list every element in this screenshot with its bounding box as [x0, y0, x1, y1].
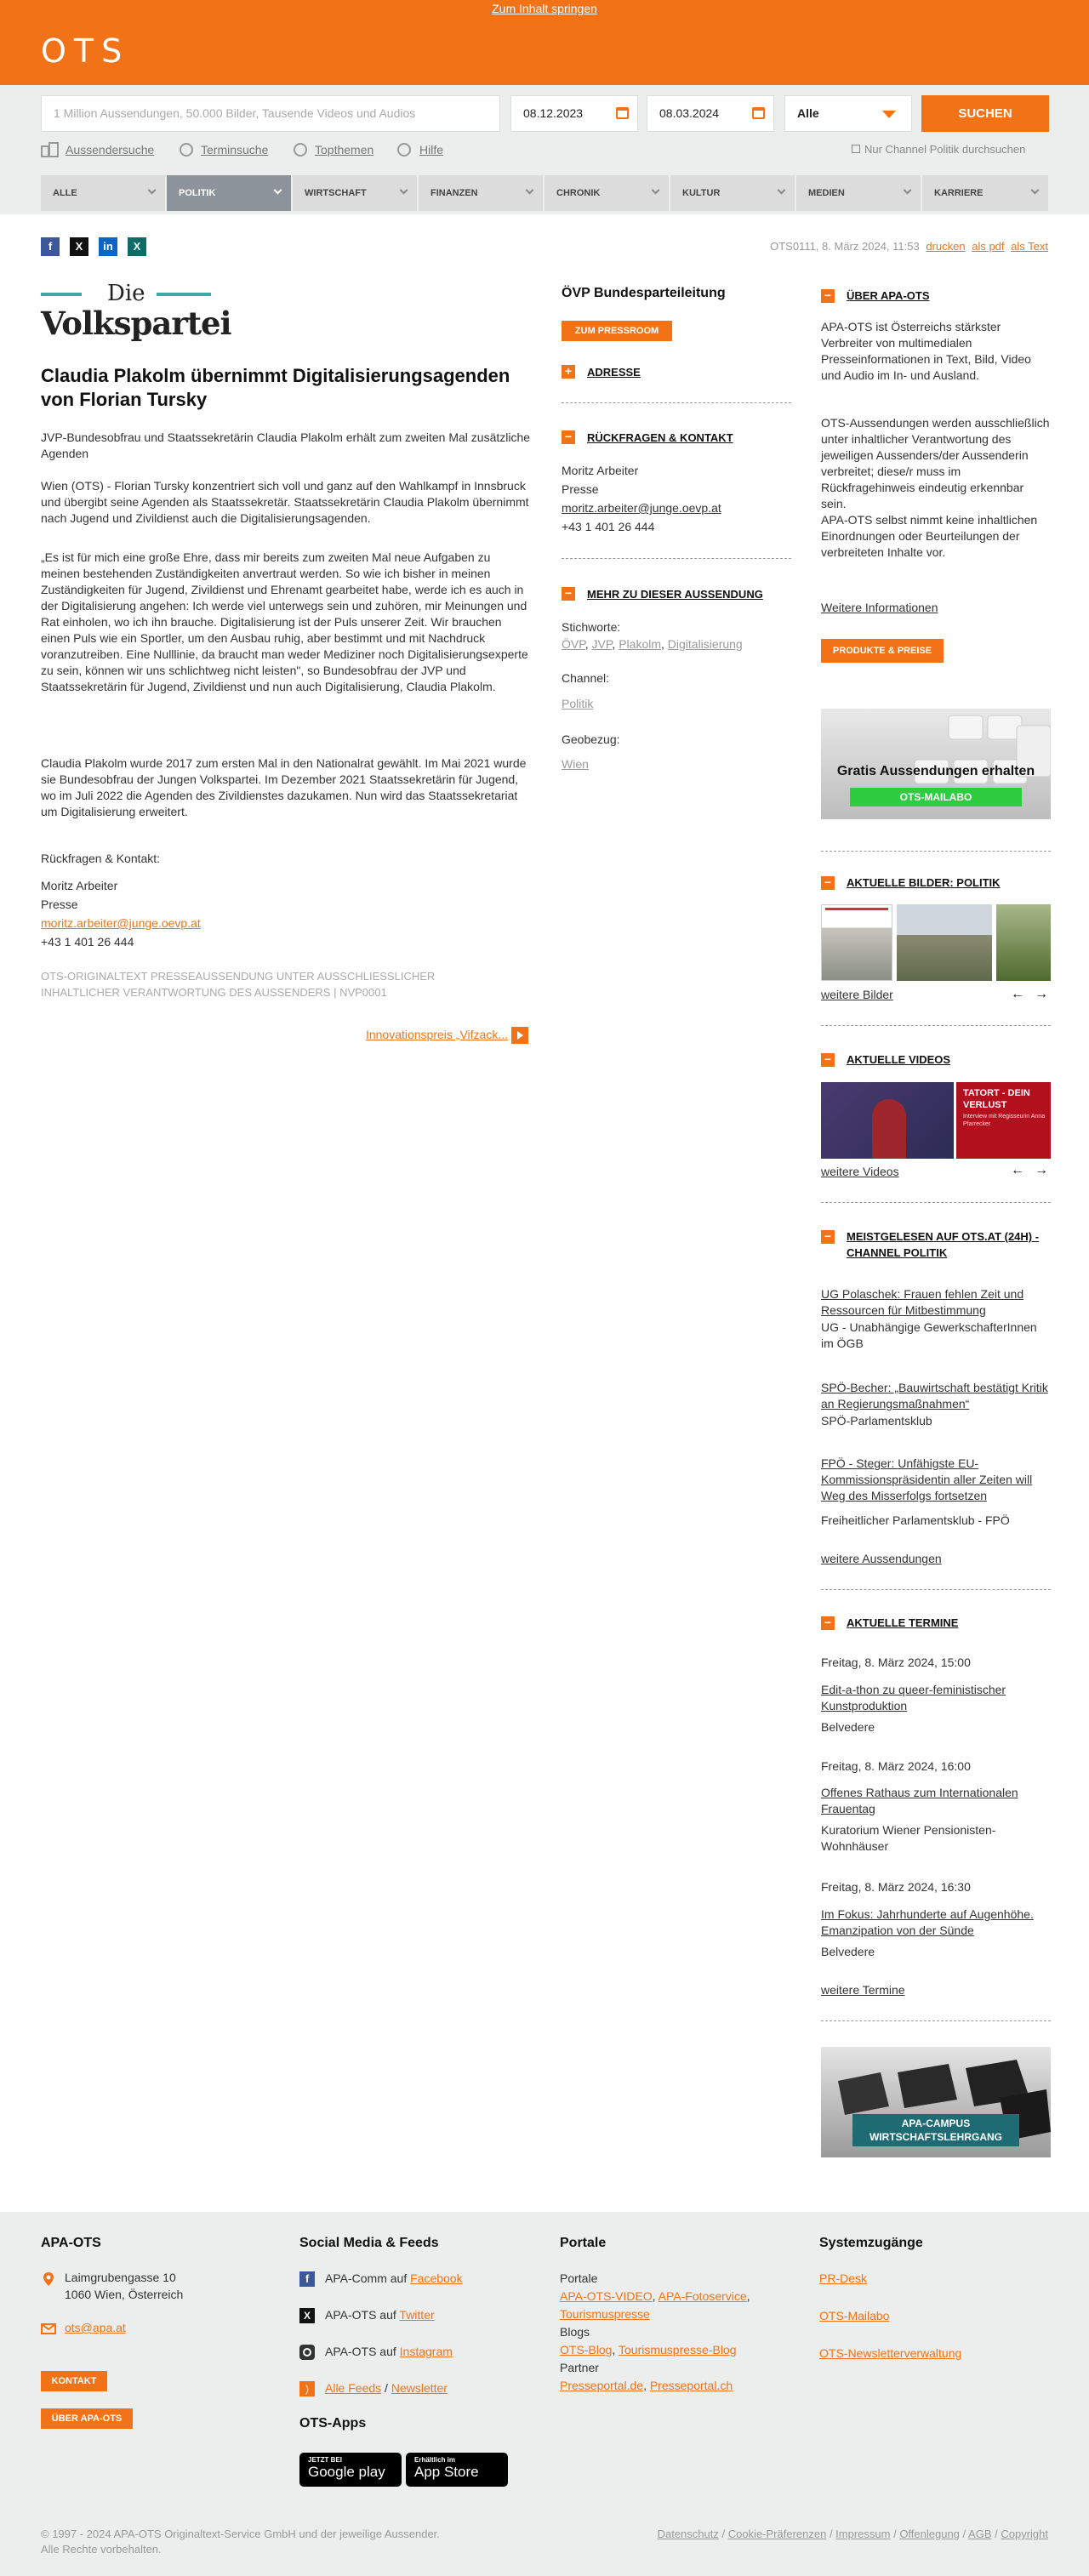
partner-link[interactable]: Presseportal.de [560, 2379, 644, 2392]
more-info-link[interactable]: Weitere Informationen [821, 601, 938, 614]
nav-label: MEDIEN [808, 188, 845, 198]
nav-item-medien[interactable] [796, 175, 921, 211]
nav-label: KULTUR [682, 188, 721, 198]
chevron-down-icon [904, 186, 912, 195]
about-text: APA-OTS ist Österreichs stärkster Verbreiter von multimedialen Presseinformationen in Text, Bild, Video und Audio im In- und Ausland. [821, 320, 1031, 382]
event-date: Freitag, 8. März 2024, 16:00 [821, 1759, 971, 1773]
footer-feeds-item: Alle Feeds / Newsletter [325, 2381, 448, 2395]
person-figure [872, 1099, 906, 1159]
event-place: Belvedere [821, 1945, 875, 1958]
location-pin-icon [41, 2271, 56, 2287]
footer-col-title: Systemzugänge [819, 2236, 923, 2250]
event-search-link[interactable]: Terminsuche [201, 143, 269, 157]
social-prefix: APA-OTS auf [325, 2345, 396, 2358]
compass-icon [294, 143, 307, 157]
event-date: Freitag, 8. März 2024, 16:30 [821, 1880, 971, 1894]
category-value: Alle [797, 106, 819, 120]
article-lead: JVP-Bundesobfrau und Staatssekretärin Claudia Plakolm erhält zum zweiten Mal zusätzliche Agenden [41, 430, 531, 460]
article-title: Claudia Plakolm übernimmt Digitalisierungsagenden von Florian Tursky [41, 365, 510, 410]
footer-col-title: Social Media & Feeds [299, 2236, 439, 2250]
keyword-link[interactable]: ÖVP [562, 637, 585, 651]
partner-link[interactable]: Presseportal.ch [649, 2379, 733, 2392]
event-link[interactable]: Offenes Rathaus zum Internationalen Frauentag [821, 1786, 1018, 1815]
legal-link[interactable]: Impressum [835, 2528, 891, 2540]
video-overlay-subtitle: Interview mit Regisseurin Anna Pfarrecker [963, 1114, 1046, 1127]
nav-item-alle[interactable] [41, 175, 165, 211]
blog-link[interactable]: Tourismuspresse-Blog [619, 2343, 737, 2357]
channel-only-checkbox[interactable] [852, 145, 860, 153]
most-read-link[interactable]: SPÖ-Becher: „Bauwirtschaft bestätigt Kritik an Regierungsmaßnahmen“ [821, 1381, 1048, 1411]
calendar-icon[interactable] [752, 107, 765, 119]
divider [562, 558, 791, 559]
chevron-down-icon [526, 186, 534, 195]
nav-label: KARRIERE [934, 188, 984, 198]
collapse-icon[interactable]: − [821, 1616, 835, 1630]
portale-links [560, 2306, 650, 2322]
keywords-list: ÖVP, JVP, Plakolm, Digitalisierung [562, 637, 743, 651]
mailabo-button[interactable]: OTS-MAILABO [850, 788, 1022, 806]
keyword-link[interactable]: Plakolm [619, 637, 661, 651]
contact-button[interactable]: KONTAKT [41, 2371, 107, 2391]
nav-label: POLITIK [179, 188, 216, 198]
contact-role: Presse [41, 898, 78, 911]
badge-text: Google play [308, 2464, 385, 2480]
video-overlay-title: TATORT - DEIN VERLUST [963, 1088, 1030, 1110]
prev-arrow-icon[interactable]: ← [1011, 987, 1024, 1001]
portale-label: Portale [560, 2271, 598, 2285]
x-share-icon[interactable]: X [70, 237, 88, 256]
facebook-share-icon[interactable]: f [41, 237, 60, 256]
legal-link[interactable]: Offenlegung [899, 2528, 960, 2540]
badge-small-text: JETZT BEI [308, 2456, 343, 2464]
social-prefix: APA-OTS auf [325, 2308, 396, 2322]
address-section-toggle[interactable]: ADRESSE [587, 366, 641, 379]
search-input[interactable]: 1 Million Aussendungen, 50.000 Bilder, Tausende Videos und Audios [41, 95, 500, 132]
divider [821, 1589, 1051, 1590]
calendar-icon[interactable] [616, 107, 629, 119]
instagram-link[interactable]: Instagram [399, 2345, 453, 2358]
geo-link[interactable]: Wien [562, 757, 589, 771]
divider [821, 851, 1051, 852]
footer-email-link[interactable]: ots@apa.at [65, 2321, 126, 2334]
collapse-icon[interactable]: − [562, 430, 575, 444]
rss-icon: ) [299, 2381, 315, 2396]
blogs-links: OTS-Blog, Tourismuspresse-Blog [560, 2343, 737, 2357]
next-arrow-icon[interactable]: → [1035, 1163, 1048, 1177]
channel-label: Channel: [562, 671, 610, 685]
system-link[interactable]: OTS-Newsletterverwaltung [819, 2346, 962, 2360]
help-link[interactable]: Hilfe [419, 143, 444, 157]
ots-originaltext-note: OTS-ORIGINALTEXT PRESSEAUSSENDUNG UNTER AUSSCHLIESSLICHER INHALTLICHER VERANTWORTUNG DES AUSSENDERS | NVP0001 [41, 970, 436, 999]
keyword-link[interactable]: Digitalisierung [667, 637, 743, 651]
event-place: Kuratorium Wiener Pensionisten-Wohnhäuser [821, 1823, 996, 1853]
footer-col-title: Portale [560, 2236, 607, 2250]
ots-logo[interactable]: OTS [41, 32, 130, 70]
chevron-down-icon [652, 186, 660, 195]
legal-link[interactable]: Datenschutz [657, 2528, 719, 2540]
contact-email-link[interactable]: moritz.arbeiter@junge.oevp.at [41, 916, 201, 930]
facebook-icon: f [299, 2271, 315, 2287]
logo-rule-left [41, 293, 82, 296]
article-paragraph: „Es ist für mich eine große Ehre, dass mir bereits zum zweiten Mal neue Aufgaben zu meinen bestehenden Zuständigkeiten anvertraut werden. So wie ich bisher in meinen Zuständigkeiten für Jugend, Zivildienst und Ehrenamt gearbeitet habe, werde ich es auch in der Digitalisierung angehen: Ich werde viel unterwegs sein und zuhören, mir Meinungen und Rat einholen, wo ich ihn brauche. Digitalisierung ist der Puls unserer Zeit. Wir brauchen einen Puls wie ein Sportler, um den Ausbau ruhig, aber bestimmt und mit Nachdruck voranzutreiben. Eine Nulllinie, da braucht man weder Mediziner noch Digitalisierungsexperte zu sein, können wir uns schlichtweg nicht leisten", so Bundesobfrau der JVP und Staatssekretärin für Jugend, Zivildienst und nun auch Digitalisierung, Claudia Plakolm. [41, 550, 528, 693]
most-read-sender: SPÖ-Parlamentsklub [821, 1414, 932, 1428]
clock-icon [180, 143, 193, 157]
blogs-label: Blogs [560, 2325, 590, 2339]
videos-section-toggle[interactable]: AKTUELLE VIDEOS [847, 1053, 951, 1066]
instagram-icon [299, 2345, 315, 2360]
contact-email-link[interactable]: moritz.arbeiter@junge.oevp.at [562, 501, 721, 515]
footer-social-item [325, 2271, 463, 2287]
image-thumbnail[interactable] [897, 904, 992, 981]
video-thumbnail[interactable] [956, 1082, 1051, 1159]
geo-label: Geobezug: [562, 732, 620, 746]
about-section-toggle[interactable]: ÜBER APA-OTS [847, 289, 930, 302]
system-link[interactable]: PR-Desk [819, 2271, 868, 2285]
top-bar [0, 0, 1089, 85]
contact-label: Rückfragen & Kontakt: [41, 852, 161, 865]
collapse-icon[interactable]: − [821, 289, 835, 303]
top-topics-link[interactable]: Topthemen [315, 143, 374, 157]
contact-name: Moritz Arbeiter [41, 879, 118, 892]
campus-banner[interactable] [821, 2047, 1051, 2157]
events-section-toggle[interactable]: AKTUELLE TERMINE [847, 1616, 959, 1629]
article-paragraph: Wien (OTS) - Florian Tursky konzentriert sich voll und ganz auf den Wahlkampf in Innsbruck und übergibt seine Agenden als Staatssekretär. Staatssekretärin Claudia Plakolm übernimmt nach Jugend und Zivildienst auch die Digitalisierungsagenden. [41, 479, 529, 525]
portal-link[interactable]: Tourismuspresse [560, 2307, 650, 2321]
chevron-down-icon [148, 186, 157, 195]
channel-nav [41, 175, 1048, 211]
blog-link[interactable]: OTS-Blog [560, 2343, 613, 2357]
article-paragraph: Claudia Plakolm wurde 2017 zum ersten Mal in den Nationalrat gewählt. Im Mai 2021 wurde sie Bundesobfrau der Jungen Volkspartei. Im Dezember 2021 Staatssekretärin für Jugend, wo im Juli 2022 die Agenden des Zivildienstes dazukamen. Nun wird das Staatssekretariat um Digitalisierung erweitert. [41, 756, 527, 818]
app-store-badge[interactable] [406, 2453, 508, 2487]
nav-label: FINANZEN [430, 188, 478, 198]
most-read-sender: Freiheitlicher Parlamentsklub - FPÖ [821, 1513, 1010, 1527]
badge-small-text: Erhältlich im [414, 2456, 456, 2464]
mailabo-text: Gratis Aussendungen erhalten [836, 764, 1035, 778]
nav-item-finanzen[interactable] [419, 175, 543, 211]
more-videos-link[interactable]: weitere Videos [821, 1165, 899, 1178]
date-from-value: 08.12.2023 [523, 106, 584, 120]
channel-only-label: Nur Channel Politik durchsuchen [864, 143, 1026, 156]
xing-share-icon[interactable]: X [128, 237, 146, 256]
footer-social-item [325, 2307, 435, 2323]
contact-section-toggle[interactable]: RÜCKFRAGEN & KONTAKT [587, 431, 733, 444]
most-read-section-toggle[interactable]: MEISTGELESEN AUF OTS.AT (24H) - CHANNEL POLITIK [847, 1230, 1040, 1259]
about-text: OTS-Aussendungen werden ausschließlich unter inhaltlicher Verantwortung des jeweiligen Aussenders/der Aussenderin verbreitet; diese/r muss im Rückfragehinweis eindeutig erkennbar sein. APA-OTS selbst nimmt keine inhaltlichen Einordnungen oder Beurteilungen der verbreiteten Inhalte vor. [821, 416, 1050, 559]
image-thumbnail[interactable] [821, 904, 892, 981]
footer-address-line: 1060 Wien, Österreich [65, 2288, 184, 2301]
logo-rule-right [157, 293, 211, 296]
badge-text: App Store [414, 2464, 479, 2480]
nav-label: WIRTSCHAFT [305, 188, 367, 198]
nav-item-karriere[interactable] [922, 175, 1048, 211]
divider [562, 402, 791, 403]
release-id-date: OTS0111, 8. März 2024, 11:53 [770, 240, 920, 253]
newsletter-link[interactable]: Newsletter [391, 2381, 448, 2395]
mailabo-banner[interactable] [821, 709, 1051, 819]
release-meta [770, 238, 1048, 255]
chevron-down-icon [778, 186, 786, 195]
event-date: Freitag, 8. März 2024, 15:00 [821, 1656, 971, 1669]
chevron-down-icon [1031, 186, 1040, 195]
portal-link[interactable]: APA-Fotoservice [658, 2289, 747, 2303]
keywords-label: Stichworte: [562, 620, 621, 634]
more-events-link[interactable]: weitere Termine [821, 1983, 905, 1997]
more-images-link[interactable]: weitere Bilder [821, 988, 893, 1001]
divider [821, 2020, 1051, 2021]
sender-search-link[interactable]: Aussendersuche [66, 143, 155, 157]
partner-label: Partner [560, 2361, 599, 2374]
event-link[interactable]: Im Fokus: Jahrhunderte auf Augenhöhe. Emanzipation von der Sünde [821, 1907, 1034, 1937]
products-prices-button[interactable]: PRODUKTE & PREISE [821, 639, 944, 663]
print-link[interactable]: drucken [926, 240, 966, 253]
collapse-icon[interactable]: − [821, 1053, 835, 1067]
contact-phone: +43 1 401 26 444 [41, 935, 134, 949]
date-to-value: 08.03.2024 [659, 106, 720, 120]
most-read-link[interactable]: FPÖ - Steger: Unfähigste EU-Kommissionspräsidentin aller Zeiten will Weg des Misserfolgs fortsetzen [821, 1456, 1033, 1502]
collapse-icon[interactable]: − [562, 587, 575, 601]
thumb-header [825, 908, 888, 910]
divider [821, 1202, 1051, 1203]
volkspartei-logo[interactable]: Volkspartei [41, 305, 231, 342]
linkedin-share-icon[interactable]: in [99, 237, 117, 256]
portale-links: APA-OTS-VIDEO, APA-Fotoservice, [560, 2289, 750, 2303]
most-read-sender: UG - Unabhängige GewerkschafterInnen im ÖGB [821, 1320, 1037, 1350]
footer-social-item [325, 2344, 453, 2360]
contact-role: Presse [562, 482, 599, 496]
channel-link[interactable]: Politik [562, 697, 594, 710]
pressroom-button[interactable]: ZUM PRESSROOM [562, 321, 672, 341]
pdf-link[interactable]: als pdf [972, 240, 1005, 253]
chevron-down-icon [400, 186, 408, 195]
system-link[interactable]: OTS-Mailabo [819, 2309, 890, 2322]
nav-label: CHRONIK [556, 188, 601, 198]
next-arrow-icon[interactable] [511, 1027, 528, 1044]
collapse-icon[interactable]: − [821, 1230, 835, 1244]
all-feeds-link[interactable]: Alle Feeds [325, 2381, 382, 2395]
images-section-toggle[interactable]: AKTUELLE BILDER: POLITIK [847, 876, 1001, 889]
partner-links: Presseportal.de, Presseportal.ch [560, 2379, 733, 2392]
collapse-icon[interactable]: − [821, 876, 835, 890]
nav-label: ALLE [53, 188, 77, 198]
legal-links: Datenschutz / Cookie-Präferenzen / Impressum / Offenlegung / AGB / Copyright [657, 2528, 1048, 2540]
expand-icon[interactable]: + [562, 365, 575, 379]
prev-arrow-icon[interactable]: ← [1011, 1163, 1024, 1177]
info-icon [397, 143, 411, 157]
contact-phone: +43 1 401 26 444 [562, 520, 655, 533]
twitter-link[interactable]: Twitter [399, 2308, 435, 2322]
copyright-text: © 1997 - 2024 APA-OTS Originaltext-Service GmbH und der jeweilige Aussender. Alle Rechte vorbehalten. [41, 2528, 440, 2556]
next-release-link[interactable]: Innovationspreis „Vifzack... [365, 1028, 508, 1041]
category-select[interactable] [784, 95, 912, 132]
event-place: Belvedere [821, 1720, 875, 1734]
image-thumbnail[interactable] [996, 904, 1051, 981]
date-from-field[interactable] [510, 95, 638, 132]
chevron-down-icon [274, 186, 282, 195]
nav-item-kultur[interactable] [670, 175, 795, 211]
video-thumbnail[interactable] [821, 1082, 954, 1159]
social-prefix: APA-Comm auf [325, 2271, 408, 2285]
about-apa-ots-button[interactable]: ÜBER APA-OTS [41, 2408, 133, 2429]
nav-item-wirtschaft[interactable] [293, 175, 417, 211]
keyword-link[interactable]: JVP [591, 637, 613, 651]
footer-address-line: Laimgrubengasse 10 [65, 2271, 176, 2284]
campus-button[interactable]: APA-CAMPUS WIRTSCHAFTSLEHRGANG [852, 2114, 1019, 2146]
legal-link[interactable]: Cookie-Präferenzen [727, 2528, 827, 2540]
skip-to-content-link[interactable]: Zum Inhalt springen [492, 2, 597, 15]
facebook-link[interactable]: Facebook [410, 2271, 463, 2285]
sender-name: ÖVP Bundesparteileitung [562, 286, 726, 300]
footer [0, 2212, 1089, 2576]
most-read-link[interactable]: UG Polaschek: Frauen fehlen Zeit und Ressourcen für Mitbestimmung [821, 1287, 1024, 1317]
nav-item-politik[interactable] [167, 175, 291, 211]
volkspartei-logo-die: Die [107, 281, 145, 306]
chevron-down-icon [882, 111, 896, 118]
more-section-toggle[interactable]: MEHR ZU DIESER AUSSENDUNG [587, 588, 763, 601]
building-icon [41, 141, 60, 158]
footer-apps-title: OTS-Apps [299, 2416, 367, 2431]
search-button[interactable]: SUCHEN [921, 95, 1049, 132]
google-play-badge[interactable] [299, 2453, 402, 2487]
x-icon: X [299, 2308, 315, 2323]
date-to-field[interactable] [647, 95, 774, 132]
contact-name: Moritz Arbeiter [562, 464, 639, 477]
email-icon [41, 2321, 56, 2336]
text-link[interactable]: als Text [1011, 240, 1048, 253]
more-releases-link[interactable]: weitere Aussendungen [821, 1552, 942, 1565]
portal-link[interactable]: APA-OTS-VIDEO [560, 2289, 653, 2303]
divider [821, 1025, 1051, 1026]
next-arrow-icon[interactable]: → [1035, 987, 1048, 1001]
legal-link[interactable]: Copyright [1001, 2528, 1048, 2540]
legal-link[interactable]: AGB [968, 2528, 992, 2540]
nav-item-chronik[interactable] [544, 175, 669, 211]
event-link[interactable]: Edit-a-thon zu queer-feministischer Kunstproduktion [821, 1683, 1006, 1713]
footer-col-title: APA-OTS [41, 2236, 101, 2250]
